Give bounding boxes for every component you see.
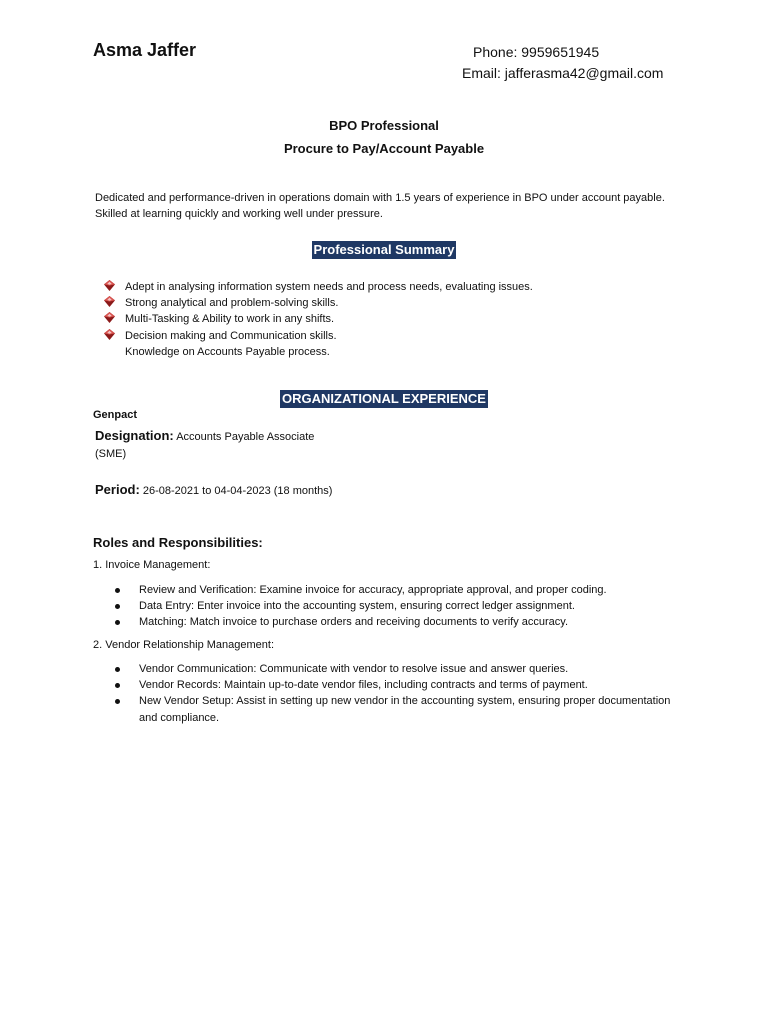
bullet-dot-icon: [115, 620, 120, 625]
list-item: [93, 661, 683, 677]
phone-number: Phone: 9959651945: [473, 44, 600, 60]
bullet-dot-icon: [115, 588, 120, 593]
professional-summary-list: [104, 279, 533, 360]
red-gem-bullet-icon: [104, 329, 115, 340]
period-label: Period:: [95, 482, 140, 497]
summary-item: [104, 279, 533, 295]
designation-block: [95, 427, 335, 463]
summary-item: [104, 295, 533, 311]
list-item: [93, 677, 683, 693]
category-label: 1. Invoice Management:: [93, 559, 211, 571]
job-subtitle: Procure to Pay/Account Payable: [283, 141, 485, 156]
red-gem-bullet-icon: [104, 280, 115, 291]
experience-heading-wrap: [0, 390, 768, 408]
bullet-dot-icon: [115, 667, 120, 672]
bullet-dot-icon: [115, 699, 120, 704]
designation-label: Designation:: [95, 428, 174, 443]
list-item-text: Vendor Communication: Communicate with vendor to resolve issue and answer queries.: [139, 663, 569, 675]
red-gem-bullet-icon: [104, 296, 115, 307]
list-item: [93, 693, 683, 725]
professional-summary-heading-wrap: [0, 241, 768, 259]
objective-paragraph: Dedicated and performance-driven in operations domain with 1.5 years of experience in BPO under account payable. Skilled at learning quickly and working well under pressure.: [95, 192, 665, 220]
summary-item-text: Strong analytical and problem-solving skills.: [125, 297, 339, 310]
list-item-text: New Vendor Setup: Assist in setting up new vendor in the accounting system, ensuring proper documentation and compliance.: [139, 695, 671, 724]
summary-item-text: Decision making and Communication skills.: [125, 329, 337, 342]
red-gem-bullet-icon: [104, 312, 115, 323]
list-item: [93, 582, 683, 598]
period-block: [95, 481, 335, 500]
organizational-experience-heading: ORGANIZATIONAL EXPERIENCE: [282, 391, 486, 406]
period-value: 26-08-2021 to 04-04-2023 (18 months): [142, 485, 333, 497]
list-item-text: Data Entry: Enter invoice into the accounting system, ensuring correct ledger assignment.: [139, 600, 575, 613]
summary-item: [104, 344, 533, 360]
list-item-text: Vendor Records: Maintain up-to-date vendor files, including contracts and terms of payment.: [139, 679, 588, 692]
list-item: [93, 614, 683, 630]
job-title: BPO Professional: [329, 118, 439, 133]
invoice-management-list: [93, 582, 683, 631]
summary-item-text: Knowledge on Accounts Payable process.: [125, 345, 330, 358]
company-name: Genpact: [93, 409, 138, 421]
bullet-dot-icon: [115, 683, 120, 688]
vendor-management-list: [93, 661, 683, 726]
designation-value: Accounts Payable Associate (SME): [95, 431, 315, 460]
professional-summary-heading: Professional Summary: [313, 242, 455, 257]
list-item-text: Matching: Match invoice to purchase orders and receiving documents to verify accuracy.: [139, 616, 568, 629]
summary-item-text: Adept in analysing information system needs and process needs, evaluating issues.: [125, 281, 533, 293]
summary-item-text: Multi-Tasking & Ability to work in any shifts.: [125, 313, 335, 326]
category-label: 2. Vendor Relationship Management:: [93, 639, 275, 651]
email-address: Email: jafferasma42@gmail.com: [462, 65, 664, 81]
summary-item: [104, 328, 533, 344]
summary-item: [104, 311, 533, 327]
bullet-dot-icon: [115, 604, 120, 609]
list-item-text: Review and Verification: Examine invoice for accuracy, appropriate approval, and proper coding.: [139, 584, 607, 596]
list-item: [93, 598, 683, 614]
roles-title: Roles and Responsibilities:: [93, 535, 263, 550]
candidate-name: Asma Jaffer: [93, 40, 197, 60]
